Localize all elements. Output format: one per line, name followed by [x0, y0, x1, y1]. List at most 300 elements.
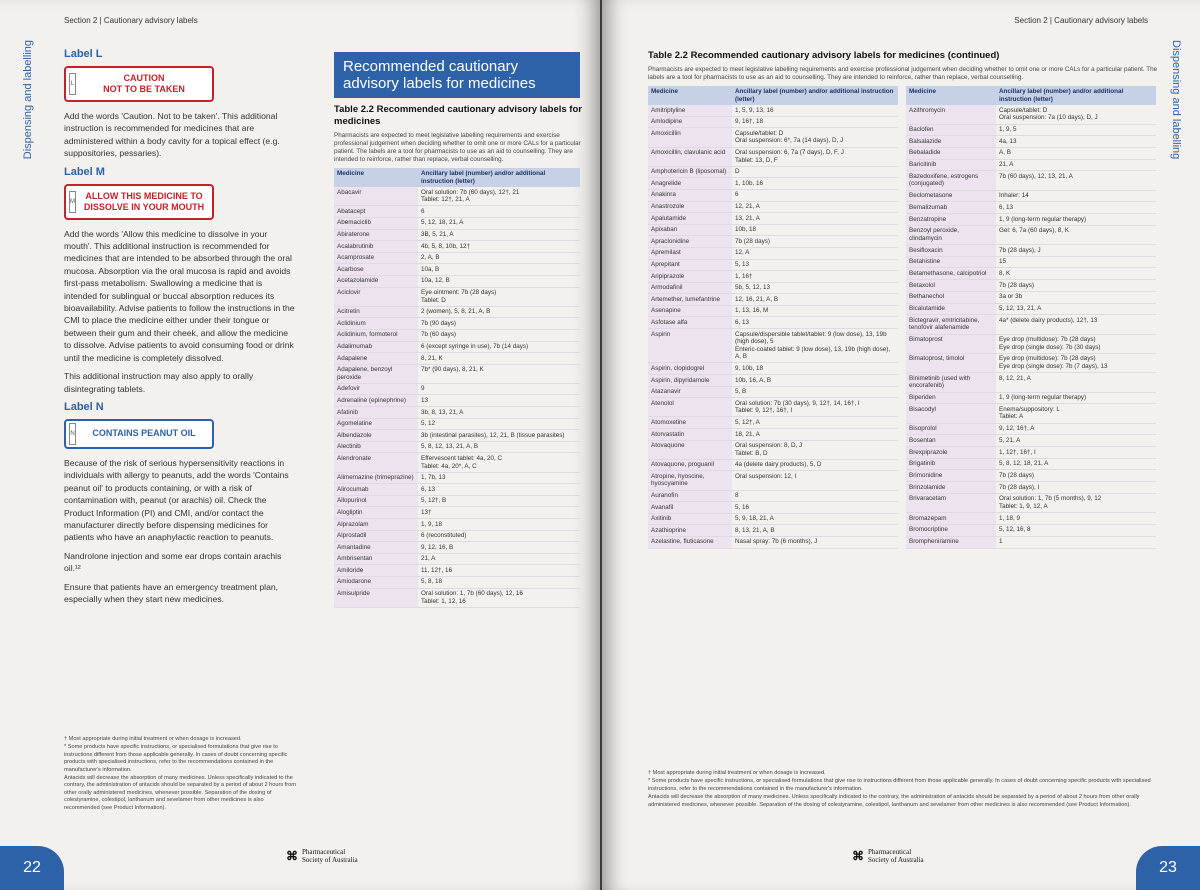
table-row [906, 214, 1156, 226]
table-row [906, 303, 1156, 315]
table-pair [648, 86, 1158, 549]
table-row [648, 178, 898, 190]
label-cell: 5, 12, 16, 8 [996, 524, 1156, 536]
label-cell: 10b, 16, A, B [732, 375, 898, 387]
label-cell: 13 [418, 395, 580, 407]
medicine-cell: Acalabrutinib [334, 241, 418, 253]
label-cell: 1, 12†, 16†, I [996, 447, 1156, 459]
table-row [648, 236, 898, 248]
table-row [906, 353, 1156, 372]
medicine-cell: Abacavir [334, 187, 418, 206]
medicine-cell: Anastrozole [648, 201, 732, 213]
table-row [648, 259, 898, 271]
label-cell: 5b, 5, 12, 13 [732, 282, 898, 294]
medicine-cell: Betamethasone, calcipotriol [906, 268, 996, 280]
medicine-cell: Alprazolam [334, 519, 418, 531]
table-row [648, 213, 898, 225]
side-tab: Dispensing and labelling [22, 40, 34, 160]
table-row [334, 217, 580, 229]
medicine-cell: Asfotase alfa [648, 317, 732, 329]
medicine-cell: Bethanechol [906, 291, 996, 303]
table-row [906, 536, 1156, 548]
medicine-cell: Amlodipine [648, 116, 732, 128]
medicine-cell: Alirocumab [334, 484, 418, 496]
label-cell: 18, 21, A [732, 429, 898, 441]
label-m-sticker [64, 184, 214, 220]
table-column [334, 52, 584, 608]
medicine-cell: Alectinib [334, 441, 418, 453]
table-row [334, 206, 580, 218]
table-row [906, 268, 1156, 280]
medicine-cell: Abatacept [334, 206, 418, 218]
table-row [334, 484, 580, 496]
label-cell: 7b (90 days) [418, 318, 580, 330]
medicine-cell: Aprepitant [648, 259, 732, 271]
col-header-medicine: Medicine [648, 86, 732, 105]
medicine-cell: Bisacodyl [906, 404, 996, 423]
table-row [906, 493, 1156, 512]
table-row [906, 447, 1156, 459]
medicine-cell: Bemalizumab [906, 202, 996, 214]
label-cell: 5, 21, A [996, 435, 1156, 447]
label-l-sticker [64, 66, 214, 102]
label-cell: 7b (28 days) [732, 236, 898, 248]
table-row [334, 407, 580, 419]
table-row [648, 201, 898, 213]
medicine-cell: Azelastine, fluticasone [648, 536, 732, 548]
medicine-cell: Brexpiprazole [906, 447, 996, 459]
label-descriptions [64, 48, 296, 611]
table-intro: Pharmacists are expected to meet legislative labelling requirements and exercise professional judgement when deciding whether to omit one or more CALs for a particular patient. The labels are a tool for pharmacists to use as an aid to counselling. They are intended to reinforce, rather than replace, verbal counselling. [334, 132, 581, 163]
label-cell: 4b, 5, 8, 10b, 12† [418, 241, 580, 253]
medicine-cell: Bazedoxifene, estrogens (conjugated) [906, 171, 996, 190]
table-row [648, 147, 898, 166]
table-row [648, 459, 898, 471]
medicine-cell: Apixaban [648, 224, 732, 236]
label-n-paragraph: Nandrolone injection and some ear drops contain arachis oil.¹² [64, 550, 282, 574]
label-cell: 7b (60 days), 12, 13, 21, A [996, 171, 1156, 190]
label-n-sticker [64, 419, 214, 449]
medicine-cell: Brompheniramine [906, 536, 996, 548]
label-cell: 3b (intestinal parasites), 12, 21, B (tissue parasites) [418, 430, 580, 442]
label-number-box: L [69, 73, 76, 95]
table-row [648, 513, 898, 525]
table-row [906, 136, 1156, 148]
table-row [906, 225, 1156, 244]
label-cell: 9, 12, 16†, A [996, 423, 1156, 435]
label-cell: 5, 9, 18, 21, A [732, 513, 898, 525]
label-cell: 8, 21, K [418, 353, 580, 365]
label-cell: 5, 8, 18 [418, 576, 580, 588]
label-cell: Inhaler: 14 [996, 190, 1156, 202]
label-cell: 7b* (90 days), 8, 21, K [418, 364, 580, 383]
table-row [334, 364, 580, 383]
medicine-cell: Allopurinol [334, 495, 418, 507]
label-cell: 15 [996, 256, 1156, 268]
table-row [334, 519, 580, 531]
label-cell: Capsule/tablet: D Oral suspension: 6*, 7a (14 days), D, J [732, 128, 898, 147]
table-row [334, 542, 580, 554]
table-row [906, 373, 1156, 392]
label-cell: 2 (women), 5, 8, 21, A, B [418, 306, 580, 318]
label-cell: Oral suspension: 6, 7a (7 days), D, F, J Tablet: 13, D, F [732, 147, 898, 166]
medicine-cell: Azathioprine [648, 525, 732, 537]
table-row [334, 576, 580, 588]
page-number: 22 [0, 846, 64, 890]
label-cell: Oral solution: 1, 7b (5 months), 9, 12 Tablet: 1, 9, 12, A [996, 493, 1156, 512]
medicine-cell: Atovaquone, proguanil [648, 459, 732, 471]
label-m-paragraph: This additional instruction may also apply to orally disintegrating tablets. [64, 371, 254, 394]
label-cell: Nasal spray: 7b (6 months), J [732, 536, 898, 548]
publisher-logo [852, 848, 924, 864]
table-row [906, 245, 1156, 257]
label-m-heading: Label M [64, 165, 105, 178]
table-row [906, 435, 1156, 447]
label-cell: 9 [418, 383, 580, 395]
medicine-cell: Azithromycin [906, 105, 996, 124]
table-title: Table 2.2 Recommended cautionary advisory labels for medicines [334, 104, 582, 127]
table-row [334, 241, 580, 253]
medicine-cell: Atorvastatin [648, 429, 732, 441]
medicine-cell: Atomoxetine [648, 417, 732, 429]
medicine-cell: Betahistine [906, 256, 996, 268]
medicine-cell: Bimatoprost [906, 334, 996, 353]
table-row [334, 507, 580, 519]
table-row [906, 392, 1156, 404]
label-cell: Gel: 6, 7a (60 days), 8, K [996, 225, 1156, 244]
label-cell: 5, 12, 18, 21, A [418, 217, 580, 229]
footnote: * Some products have specific instructions, or specialised formulations that give rise to instructions different from those applicable generally. In cases of doubt concerning specific products with specialised instructions, refer to the recommendations contained in the manufacturer's information. [64, 744, 288, 773]
table-row [334, 383, 580, 395]
label-cell: 1, 18, 9 [996, 513, 1156, 525]
medicine-cell: Auranofin [648, 490, 732, 502]
table-row [648, 398, 898, 417]
label-cell: 6, 13 [996, 202, 1156, 214]
medicine-cell: Aspirin, clopidogrel [648, 363, 732, 375]
table-row [648, 386, 898, 398]
table-row [906, 256, 1156, 268]
medicine-cell: Amantadine [334, 542, 418, 554]
label-cell: 8, K [996, 268, 1156, 280]
medicine-cell: Brinzolamide [906, 482, 996, 494]
label-cell: 1, 10b, 16 [732, 178, 898, 190]
psa-logo-icon: ⌘ [852, 849, 864, 863]
label-cell: 5, 13 [732, 259, 898, 271]
medicine-cell: Balsalazide [906, 136, 996, 148]
col-header-medicine: Medicine [906, 86, 996, 105]
medicine-cell: Bromazepam [906, 513, 996, 525]
medicine-cell: Aripiprazole [648, 271, 732, 283]
label-cell: 5, 12†, A [732, 417, 898, 429]
label-cell: 10a, B [418, 264, 580, 276]
medicine-cell: Bebaladide [906, 147, 996, 159]
table-row [334, 441, 580, 453]
publisher-line: Pharmaceutical [302, 848, 346, 856]
medicine-cell: Acetazolamide [334, 275, 418, 287]
table-row [906, 334, 1156, 353]
label-cell: 2, A, B [418, 252, 580, 264]
medicine-cell: Artemether, lumefantrine [648, 294, 732, 306]
label-cell: 1 [996, 536, 1156, 548]
table-row [906, 524, 1156, 536]
medicine-cell: Beclometasone [906, 190, 996, 202]
table-row [648, 166, 898, 178]
table-row [906, 171, 1156, 190]
label-cell: 7b (28 days), J [996, 245, 1156, 257]
label-cell: 5, 8, 12, 18, 21, A [996, 458, 1156, 470]
table-row [334, 306, 580, 318]
label-cell: 3b, 8, 13, 21, A [418, 407, 580, 419]
medicine-cell: Amoxicillin [648, 128, 732, 147]
medicine-cell: Ambrisentan [334, 553, 418, 565]
medicine-cell: Apalutamide [648, 213, 732, 225]
label-cell: 8, 13, 21, A, B [732, 525, 898, 537]
medicine-cell: Adrenaline (epinephrine) [334, 395, 418, 407]
psa-logo-icon: ⌘ [286, 849, 298, 863]
table-row [648, 440, 898, 459]
label-cell: 5, 12†, B [418, 495, 580, 507]
label-cell: 8, 12, 21, A [996, 373, 1156, 392]
table-row [906, 513, 1156, 525]
medicine-cell: Alogliptin [334, 507, 418, 519]
table-row [648, 105, 898, 116]
footnote: Antacids will decrease the absorption of many medicines. Unless specifically indicated to the contrary, the administration of antacids should be separated by a period of about 2 hours from other orally administered medicines, whenever possible. Separation of the dosing of colestyramine, colestipol, lanthanum and sevelamer from other medicines is also recommended (see Product Information). [64, 775, 296, 811]
medicine-cell: Abemaciclib [334, 217, 418, 229]
table-row [334, 264, 580, 276]
label-cell: 10b, 18 [732, 224, 898, 236]
table-row [334, 395, 580, 407]
label-cell: 7b (28 days), I [996, 482, 1156, 494]
medicine-cell: Bosentan [906, 435, 996, 447]
medicine-cell: Brimonidine [906, 470, 996, 482]
label-cell: 1, 16† [732, 271, 898, 283]
medicine-cell: Avanafil [648, 502, 732, 514]
label-cell: 3a or 3b [996, 291, 1156, 303]
label-cell: 4a* (delete dairy products), 12†, 13 [996, 315, 1156, 334]
table-row [334, 318, 580, 330]
table-row [334, 565, 580, 577]
medicine-cell: Bictegravir, emtricitabine, tenofovir alafenamide [906, 315, 996, 334]
medicine-cell: Afatinib [334, 407, 418, 419]
table-row [648, 247, 898, 259]
medicine-cell: Besifloxacin [906, 245, 996, 257]
label-cell: 12, 16, 21, A, B [732, 294, 898, 306]
footnotes [64, 736, 296, 813]
table-row [334, 453, 580, 472]
col-header-medicine: Medicine [334, 168, 418, 187]
table-row [648, 317, 898, 329]
label-n-heading: Label N [64, 400, 104, 413]
medicine-cell: Adapalene [334, 353, 418, 365]
cal-table [906, 86, 1156, 549]
label-cell: 7b (28 days) [996, 280, 1156, 292]
medicine-cell: Benzatropine [906, 214, 996, 226]
medicine-cell: Baricitinib [906, 159, 996, 171]
medicine-cell: Amiodarone [334, 576, 418, 588]
table-row [334, 530, 580, 542]
medicine-cell: Atenolol [648, 398, 732, 417]
medicine-cell: Amitriptyline [648, 105, 732, 116]
col-header-label: Ancillary label (number) and/or additional instruction (letter) [732, 86, 898, 105]
table-row [648, 282, 898, 294]
medicine-cell: Brivaracetam [906, 493, 996, 512]
medicine-cell: Apraclonidine [648, 236, 732, 248]
table-row [648, 375, 898, 387]
table-row [906, 404, 1156, 423]
cal-table [334, 168, 580, 608]
medicine-cell: Adalimumab [334, 341, 418, 353]
table-row [906, 190, 1156, 202]
footnote: † Most appropriate during initial treatment or when dosage is increased. [648, 770, 826, 776]
label-cell: D [732, 166, 898, 178]
footnote: Antacids will decrease the absorption of many medicines. Unless specifically indicated to the contrary, the administration of antacids should be separated by a period of about 2 hours from other orally administered medicines, whenever possible. Separation of the dosing of colestyramine, colestipol, lanthanum and sevelamer from other medicines is also recommended (see Product Information). [648, 794, 1140, 808]
running-head: Section 2 | Cautionary advisory labels [1014, 16, 1148, 25]
table-row [334, 553, 580, 565]
label-cell: 1, 9 (long-term regular therapy) [996, 392, 1156, 404]
label-cell: Effervescent tablet: 4a, 20, C Tablet: 4a, 20*, A, C [418, 453, 580, 472]
label-cell: Eye drop (multidose): 7b (28 days) Eye drop (single dose): 7b (7 days), 13 [996, 353, 1156, 372]
table-row [648, 224, 898, 236]
table-row [906, 105, 1156, 124]
table-row [648, 536, 898, 548]
side-tab: Dispensing and labelling [1170, 40, 1182, 160]
label-l-heading: Label L [64, 48, 103, 60]
table-row [648, 363, 898, 375]
medicine-cell: Bisoprolol [906, 423, 996, 435]
label-l-text: CAUTION NOT TO BE TAKEN [103, 73, 185, 94]
label-cell: 12, A [732, 247, 898, 259]
table-row [334, 418, 580, 430]
label-cell: 12, 21, A [732, 201, 898, 213]
section-banner: Recommended cautionary advisory labels for medicines [334, 52, 580, 98]
table-row [334, 252, 580, 264]
label-cell: 21, A [418, 553, 580, 565]
medicine-cell: Acitretin [334, 306, 418, 318]
table-row [648, 128, 898, 147]
medicine-cell: Amphotericin B (liposomal) [648, 166, 732, 178]
medicine-cell: Adapalene, benzoyl peroxide [334, 364, 418, 383]
label-cell: A, B [996, 147, 1156, 159]
table-title: Table 2.2 Recommended cautionary advisory labels for medicines (continued) [648, 50, 1000, 61]
medicine-cell: Atovaquone [648, 440, 732, 459]
table-row [906, 280, 1156, 292]
table-row [906, 159, 1156, 171]
label-cell: 13, 21, A [732, 213, 898, 225]
label-cell: 6 (reconstituted) [418, 530, 580, 542]
table-row [334, 495, 580, 507]
table-row [648, 305, 898, 317]
table-row [334, 472, 580, 484]
medicine-cell: Amoxicillin, clavulanic acid [648, 147, 732, 166]
label-cell: 11, 12†, 16 [418, 565, 580, 577]
medicine-cell: Atropine, hyoscine, hyoscyamine [648, 471, 732, 490]
label-cell: 1, 9, 5 [996, 124, 1156, 136]
table-row [648, 329, 898, 363]
medicine-cell: Aciclovir [334, 287, 418, 306]
publisher-line: Pharmaceutical [868, 848, 912, 856]
medicine-cell: Asenapine [648, 305, 732, 317]
label-cell: Enema/suppository: L Tablet: A [996, 404, 1156, 423]
col-header-label: Ancillary label (number) and/or additional instruction (letter) [996, 86, 1156, 105]
medicine-cell: Alimemazine (trimeprazine) [334, 472, 418, 484]
table-row [334, 588, 580, 607]
label-m-paragraph: Add the words 'Allow this medicine to dissolve in your mouth'. This additional instruction is recommended for medicines that are intended to be absorbed through the oral mucosa. Absorption via the oral mucosa is rapid and avoids first-pass metabolism. Swallowing a medicine that is intended for sublingual or buccal absorption reduces its bioavailability. Advise patients to follow the instructions in the CMI to place the medicine either under their tongue or between their gum and their cheek, and allow the medicine to dissolve. Advise patients to avoid consuming food or drink until the medicine is completely dissolved. [64, 228, 295, 363]
table-row [334, 341, 580, 353]
label-cell: 6, 13 [418, 484, 580, 496]
medicine-cell: Benzoyl peroxide, clindamycin [906, 225, 996, 244]
label-l-paragraph: Add the words 'Caution. Not to be taken'. This additional instruction is recommended for medicines that are administered within a body cavity for a topical effect (e.g. suppositories, pessaries). [64, 111, 280, 159]
footnote: * Some products have specific instructions, or specialised formulations that give rise to instructions different from those applicable generally. In cases of doubt concerning specific products with specialised instructions, refer to the recommendations contained in the manufacturer's information. [648, 778, 1151, 792]
table-row [648, 490, 898, 502]
footnotes [648, 770, 1158, 810]
publisher-line: Society of Australia [868, 856, 924, 864]
right-page [602, 0, 1200, 890]
label-cell: 21, A [996, 159, 1156, 171]
cal-table [648, 86, 898, 549]
label-cell: Oral solution: 1, 7b (60 days), 12, 16 Tablet: 1, 12, 16 [418, 588, 580, 607]
label-cell: 9, 12, 16, B [418, 542, 580, 554]
table-row [648, 271, 898, 283]
table-row [906, 315, 1156, 334]
medicine-cell: Acamprosate [334, 252, 418, 264]
label-cell: 9, 16†, 18 [732, 116, 898, 128]
medicine-cell: Betaxolol [906, 280, 996, 292]
medicine-cell: Acarbose [334, 264, 418, 276]
label-cell: 9, 10b, 18 [732, 363, 898, 375]
label-cell: Capsule/dispersible tablet/tablet: 9 (low dose), 13, 19b (high dose), 5 Enteric-coated tablet: 9 (low dose), 13, 19b (high dose), A, B [732, 329, 898, 363]
table-row [648, 471, 898, 490]
medicine-cell: Aclidinium [334, 318, 418, 330]
label-cell: 1, 13, 16, M [732, 305, 898, 317]
table-row [334, 187, 580, 206]
label-number-box: M [69, 191, 76, 213]
label-cell: 5, 12, 13, 21, A [996, 303, 1156, 315]
label-cell: 1, 9, 18 [418, 519, 580, 531]
medicine-cell: Atazanavir [648, 386, 732, 398]
medicine-cell: Armodafinil [648, 282, 732, 294]
table-row [906, 470, 1156, 482]
label-cell: 4a (delete dairy products), 5, D [732, 459, 898, 471]
label-cell: 5, B [732, 386, 898, 398]
label-cell: 5, 12 [418, 418, 580, 430]
label-cell: 6 (except syringe in use), 7b (14 days) [418, 341, 580, 353]
table-row [906, 202, 1156, 214]
label-cell: 7b (28 days) [996, 470, 1156, 482]
table-column [648, 50, 1158, 549]
medicine-cell: Aspirin, dipyridamole [648, 375, 732, 387]
page-number: 23 [1136, 846, 1200, 890]
medicine-cell: Abiraterone [334, 229, 418, 241]
medicine-cell: Anakinra [648, 189, 732, 201]
label-cell: 3B, 5, 21, A [418, 229, 580, 241]
table-row [648, 429, 898, 441]
label-cell: Oral suspension: 12, I [732, 471, 898, 490]
label-cell: 5, 8, 12, 13, 21, A, B [418, 441, 580, 453]
table-intro: Pharmacists are expected to meet legislative labelling requirements and exercise professional judgement when deciding whether to omit one or more CALs for a particular patient. The labels are a tool for pharmacists to use as an aid to counselling. They are intended to reinforce, rather than replace, verbal counselling. [648, 66, 1158, 81]
label-cell: 6, 13 [732, 317, 898, 329]
label-cell: 1, 7b, 13 [418, 472, 580, 484]
table-row [648, 525, 898, 537]
medicine-cell: Brigatinib [906, 458, 996, 470]
label-cell: 7b (60 days) [418, 329, 580, 341]
medicine-cell: Baclofen [906, 124, 996, 136]
medicine-cell: Anagrelide [648, 178, 732, 190]
medicine-cell: Binimetinib (used with encorafenib) [906, 373, 996, 392]
label-n-text: CONTAINS PEANUT OIL [92, 428, 196, 439]
table-row [648, 116, 898, 128]
table-row [648, 417, 898, 429]
label-cell: Capsule/tablet: D Oral suspension: 7a (10 days), D, J [996, 105, 1156, 124]
